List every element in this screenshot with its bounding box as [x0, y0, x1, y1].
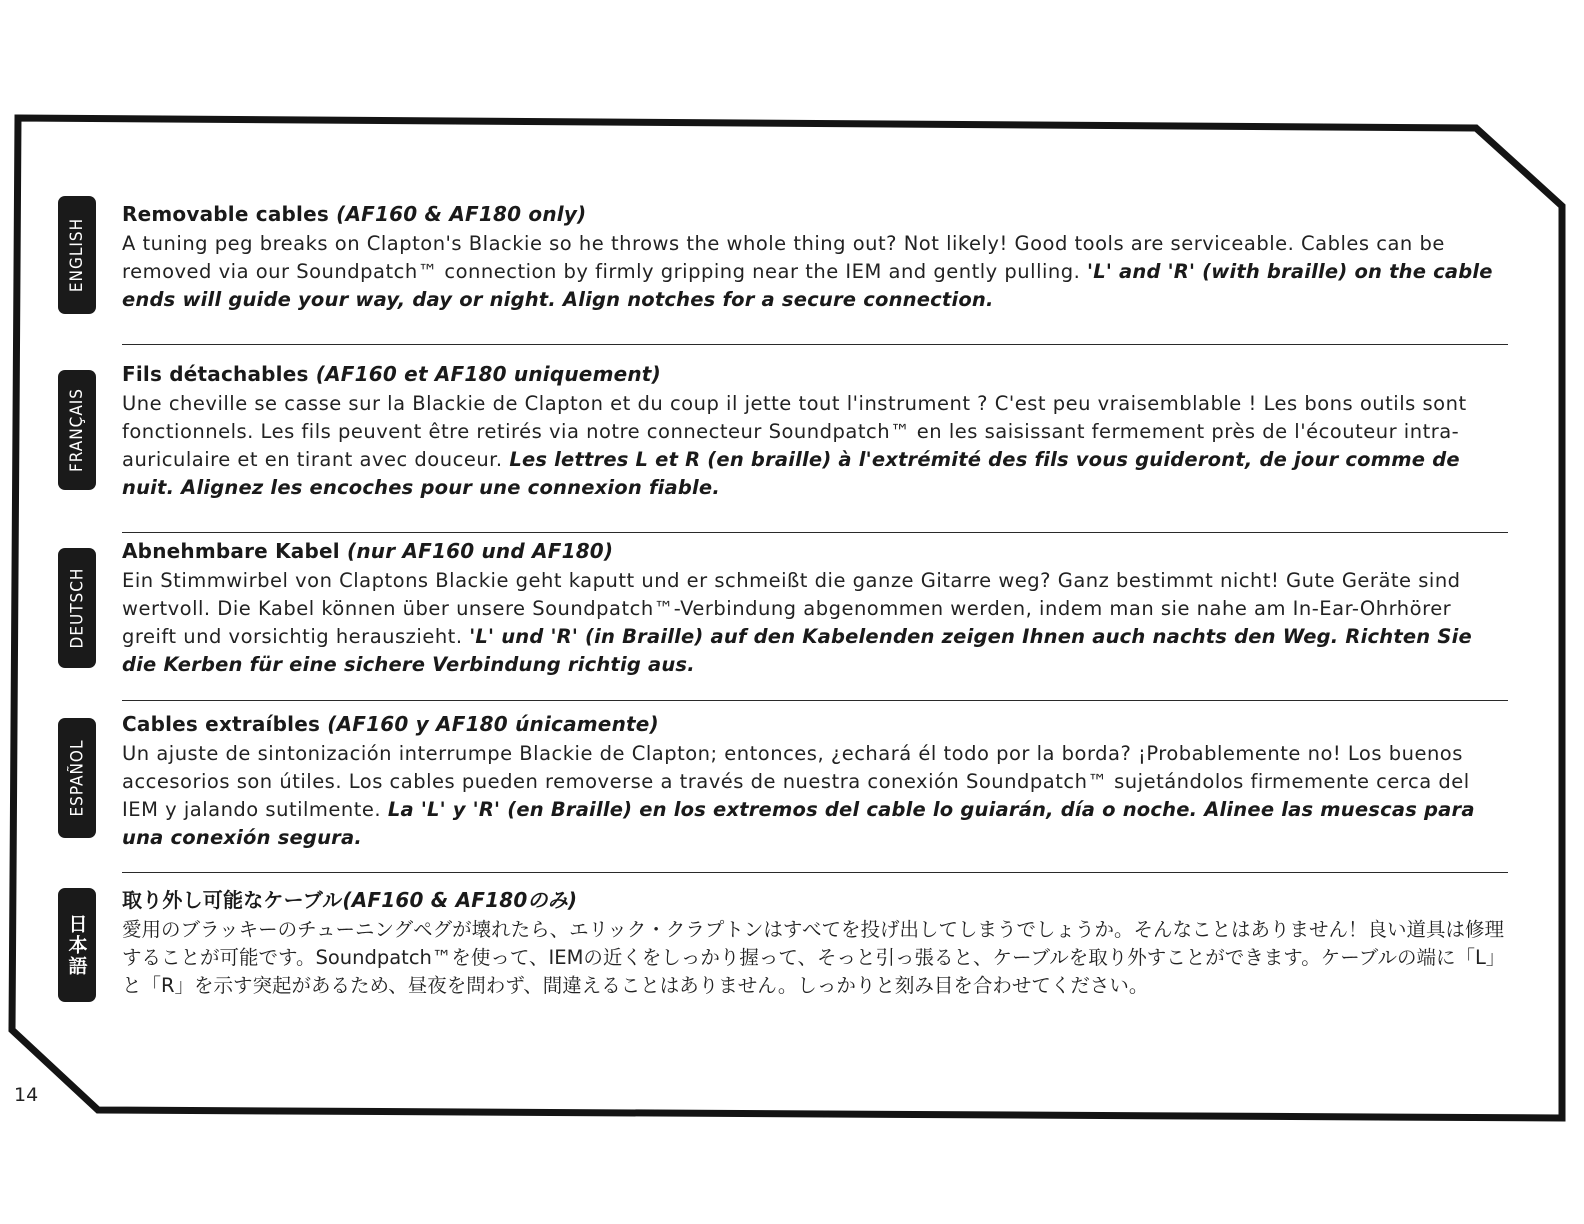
section-divider [122, 700, 1508, 701]
section-title: Removable cables (AF160 & AF180 only) [122, 202, 587, 226]
section-content [122, 200, 1512, 314]
language-tab-spanish: ESPAÑOL [58, 718, 96, 838]
page-number: 14 [14, 1084, 39, 1106]
section-content [122, 537, 1512, 679]
section-title: Abnehmbare Kabel (nur AF160 und AF180) [122, 539, 614, 563]
section-divider [122, 532, 1508, 533]
language-tab-french: FRANÇAIS [58, 370, 96, 490]
language-tab-german: DEUTSCH [58, 548, 96, 668]
section-body: 愛用のブラッキーのチューニングペグが壊れたら、エリック・クラプトンはすべてを投げ出してしまうでしょうか。そんなことはありません！良い道具は修理することが可能です。Soundpatch™を使って、IEMの近くをしっかり握って、そっと引っ張ると、ケーブルを取り外すことができます。ケーブルの端に「L」と「R」を示す突起があるため、昼夜を問わず、間違えることはありません。しっかりと刻み目を合わせてください。 [122, 918, 1506, 997]
section-divider [122, 872, 1508, 873]
section-title: Fils détachables (AF160 et AF180 uniquement) [122, 362, 661, 386]
language-tab-japanese: 日本語 [58, 888, 96, 1002]
section-content [122, 886, 1512, 1000]
section-body: Ein Stimmwirbel von Claptons Blackie geht kaputt und er schmeißt die ganze Gitarre weg? Ganz bestimmt nicht! Gute Geräte sind wertvoll. Die Kabel können über unsere Soundpatch™-Verbindung abgenommen werden, indem man sie nahe am In-Ear-Ohrhörer greift und vorsichtig herauszieht. 'L' und 'R' (in Braille) auf den Kabelenden zeigen Ihnen auch nachts den Weg. Richten Sie die Kerben für eine sichere Verbindung richtig aus. [122, 569, 1472, 676]
section-divider [122, 344, 1508, 345]
section-content [122, 360, 1512, 502]
section-title: Cables extraíbles (AF160 y AF180 únicamente) [122, 712, 659, 736]
language-tab-english: ENGLISH [58, 196, 96, 314]
section-body: Un ajuste de sintonización interrumpe Blackie de Clapton; entonces, ¿echará él todo por la borda? ¡Probablemente no! Los buenos accesorios son útiles. Los cables pueden removerse a través de nuestra conexión Soundpatch™ sujetándolos firmemente cerca del IEM y jalando sutilmente. La 'L' y 'R' (en Braille) en los extremos del cable lo guiarán, día o noche. Alinee las muescas para una conexión segura. [122, 742, 1475, 849]
section-body: Une cheville se casse sur la Blackie de Clapton et du coup il jette tout l'instrument ? C'est peu vraisemblable ! Les bons outils sont fonctionnels. Les fils peuvent être retirés via notre connecteur Soundpatch™ en les saisissant fermement près de l'écouteur intra-auriculaire et en tirant avec douceur. Les lettres L et R (en braille) à l'extrémité des fils vous guideront, de jour comme de nuit. Alignez les encoches pour une connexion fiable. [122, 392, 1467, 499]
section-title: 取り外し可能なケーブル(AF160 & AF180のみ) [122, 888, 578, 912]
section-body: A tuning peg breaks on Clapton's Blackie so he throws the whole thing out? Not likely! Good tools are serviceable. Cables can be removed via our Soundpatch™ connection by firmly gripping near the IEM and gently pulling. 'L' and 'R' (with braille) on the cable ends will guide your way, day or night. Align notches for a secure connection. [122, 232, 1493, 311]
section-content [122, 710, 1512, 852]
